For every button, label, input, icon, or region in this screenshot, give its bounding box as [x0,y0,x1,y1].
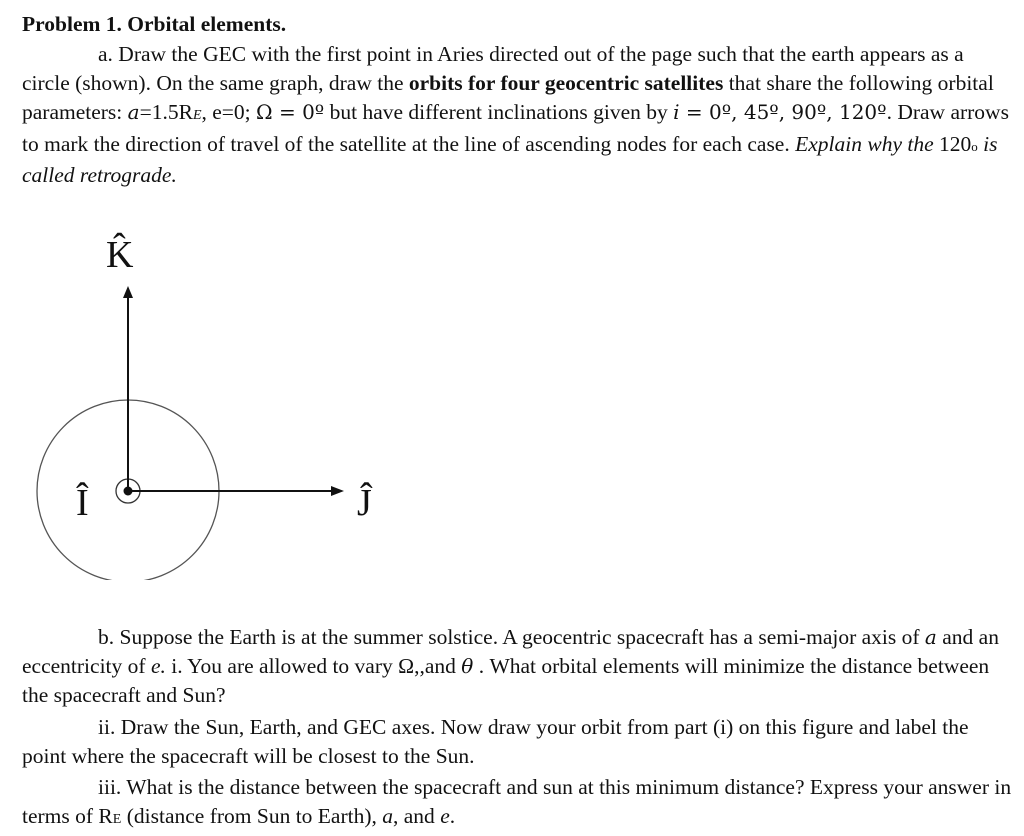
part-b-text: b. Suppose the Earth is at the summer solstice. A geocentric spacecraft has a semi-major axis of a and an eccentricity of e. i. You are allowed to vary Ω,,and θ . What orbital elements will minimize the distance between the spacecraft and Sun? [22,625,999,707]
k-hat-label: K̂ [106,234,134,276]
i-hat-label: Î [76,482,89,524]
inclination-list: = 0º, 45º, 90º, 120º [679,100,887,124]
theta-symbol: θ [461,654,474,678]
part-a-intro: a. Draw the GEC with the first point in Aries directed out of the page such that the earth appears as a circle (shown). On the same graph, draw the [22,42,964,95]
problem-title: Problem 1. Orbital elements. [22,12,287,36]
raan-equation: Ω = 0º [256,100,325,124]
j-hat-label: Ĵ [357,482,372,524]
part-a-bold: orbits for four geocentric satellites [408,71,724,95]
part-a-text: a. Draw the GEC with the first point in Aries directed out of the page such that the earth appears as a circle (shown). On the same graph, draw the orbits for four geocentric satellites that share the following orbital parameters: a=1.5RE, e=0; Ω = 0º but have different inclinations given by i = 0º, 45º, 90º, 120º. Draw arrows to mark the direction of travel of the satellite at the line of ascending nodes for each case. Explain why the 120o is called retrograde. [22,42,1009,187]
part-b-iii-text: iii. What is the distance between the spacecraft and sun at this minimum distance? Express your answer in terms of RE (distance from Sun to Earth), a, and e. [22,775,1012,828]
j-axis-arrowhead [331,486,344,496]
part-b-ii-text: ii. Draw the Sun, Earth, and GEC axes. Now draw your orbit from part (i) on this figure and label the point where the spacecraft will be closest to the Sun. [22,715,969,768]
inclination-symbol: i [673,100,680,124]
gec-axes-figure [0,200,420,580]
semi-major-axis-symbol: a [127,100,140,124]
retrograde-question: Explain why the 120o is called retrograde. [22,132,998,187]
k-axis-arrowhead [123,286,133,298]
